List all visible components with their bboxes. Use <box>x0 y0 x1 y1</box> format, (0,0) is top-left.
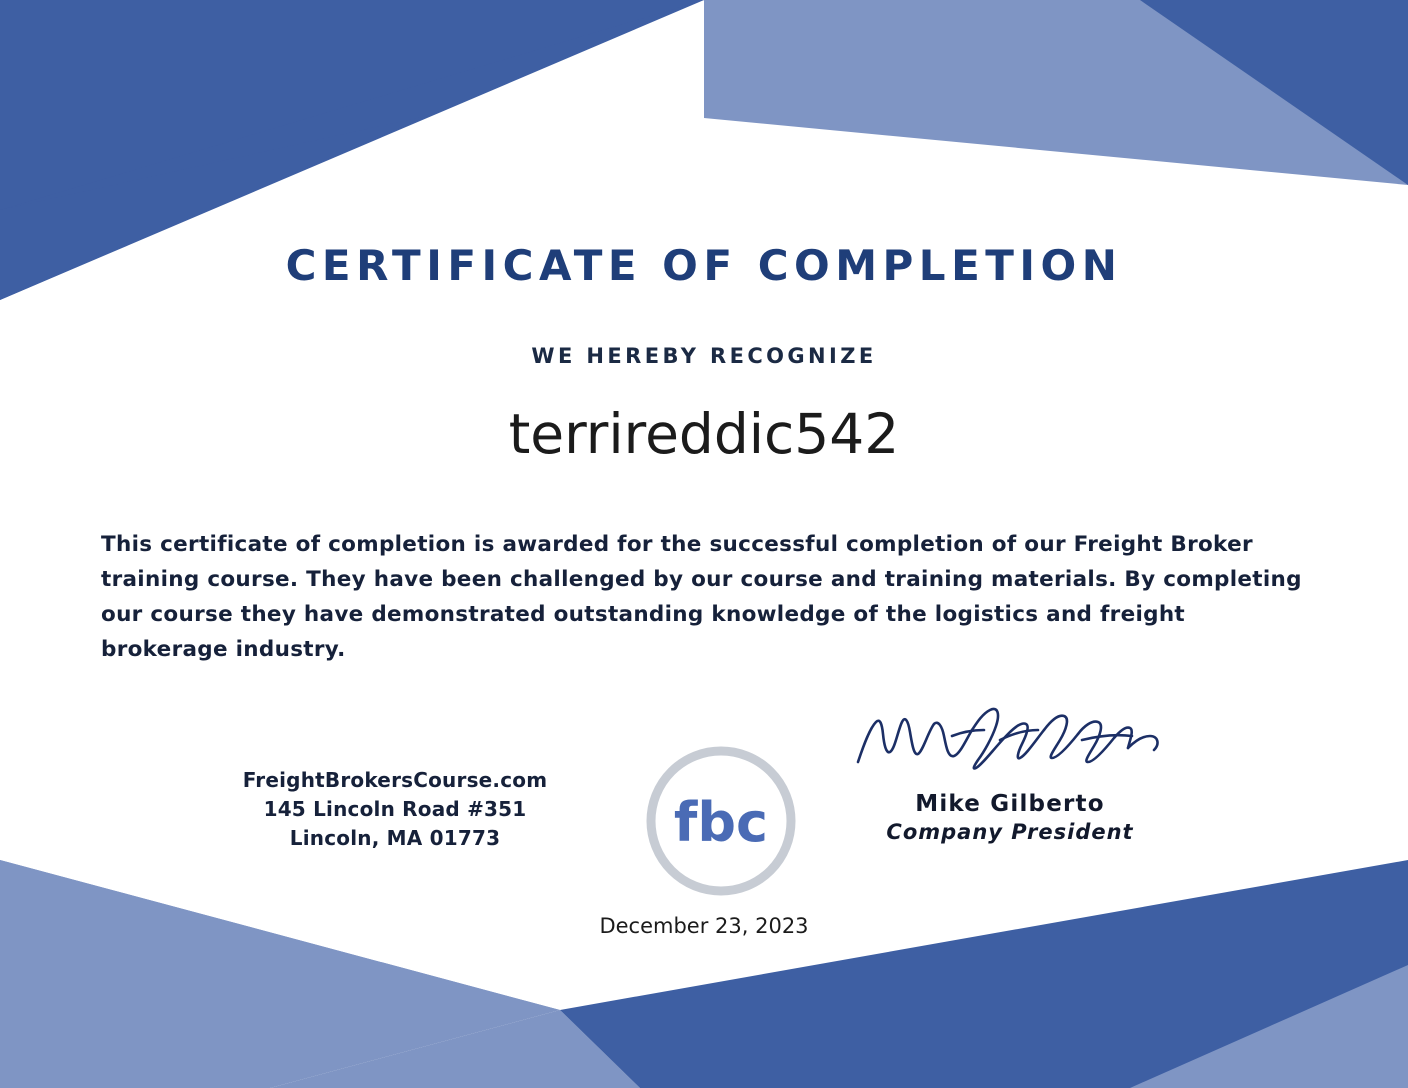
page-title: CERTIFICATE OF COMPLETION <box>285 241 1123 290</box>
issue-date: December 23, 2023 <box>599 914 809 938</box>
issuer-address-line1: 145 Lincoln Road #351 <box>263 797 527 821</box>
issuer-website: FreightBrokersCourse.com <box>242 768 548 792</box>
signer-role: Company President <box>886 820 1134 844</box>
fbc-logo-icon <box>645 745 797 897</box>
signature-block <box>830 700 1190 844</box>
certificate-body-text: This certificate of completion is awarded for the successful completion of our Freight Broker training course. They have been challenged by our course and training materials. By completing our course they have demonstrated outstanding knowledge of the logistics and freight brokerage industry. <box>101 532 1302 662</box>
fbc-logo-text: fbc <box>673 791 769 854</box>
recognition-label: WE HEREBY RECOGNIZE <box>531 344 877 368</box>
issuer-address <box>130 766 660 853</box>
recipient-name: terrireddic542 <box>508 402 900 466</box>
signer-name: Mike Gilberto <box>915 791 1105 817</box>
signature-icon <box>850 700 1170 785</box>
issuer-address-line2: Lincoln, MA 01773 <box>289 826 501 850</box>
